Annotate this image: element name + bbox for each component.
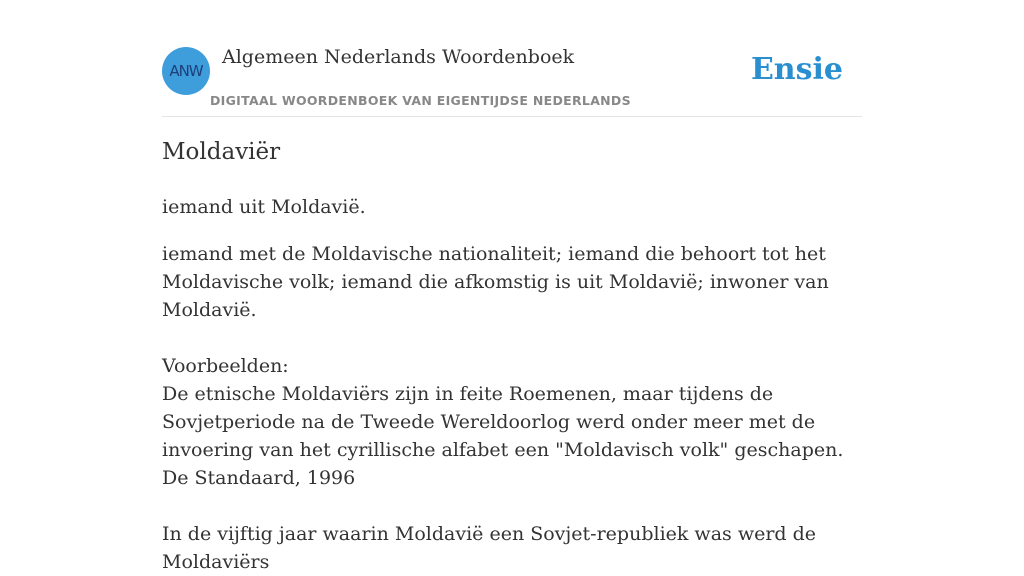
spacer (162, 324, 862, 352)
long-definition: iemand met de Moldavische nationaliteit; iemand die behoort tot het Moldavische volk; iemand die afkomstig is uit Moldavië; inwoner van Moldavië. (162, 243, 829, 321)
example-text: In de vijftig jaar waarin Moldavië een Sovjet-republiek was werd de Moldaviërs (162, 523, 817, 573)
site-header (162, 40, 862, 117)
example-text: De etnische Moldaviërs zijn in feite Roemenen, maar tijdens de Sovjetperiode na de Tweede Wereldoorlog werd onder meer met de invoering van het cyrillische alfabet een "Moldavisch volk" geschapen. (162, 383, 844, 461)
short-definition: iemand uit Moldavië. (162, 196, 366, 218)
example-source: De Standaard, 1996 (162, 467, 356, 489)
site-title[interactable]: Algemeen Nederlands Woordenboek (222, 46, 575, 68)
anw-logo[interactable] (162, 47, 210, 95)
entry-content (162, 193, 862, 576)
ensie-brand-logo[interactable]: Ensie (750, 52, 843, 87)
examples-label: Voorbeelden: (162, 355, 289, 377)
spacer (162, 492, 862, 520)
logo-text: ANW (169, 62, 203, 80)
entry-headword: Moldaviër (162, 139, 281, 165)
site-subtitle: DIGITAAL WOORDENBOEK VAN EIGENTIJDSE NEDERLANDS (210, 93, 631, 108)
